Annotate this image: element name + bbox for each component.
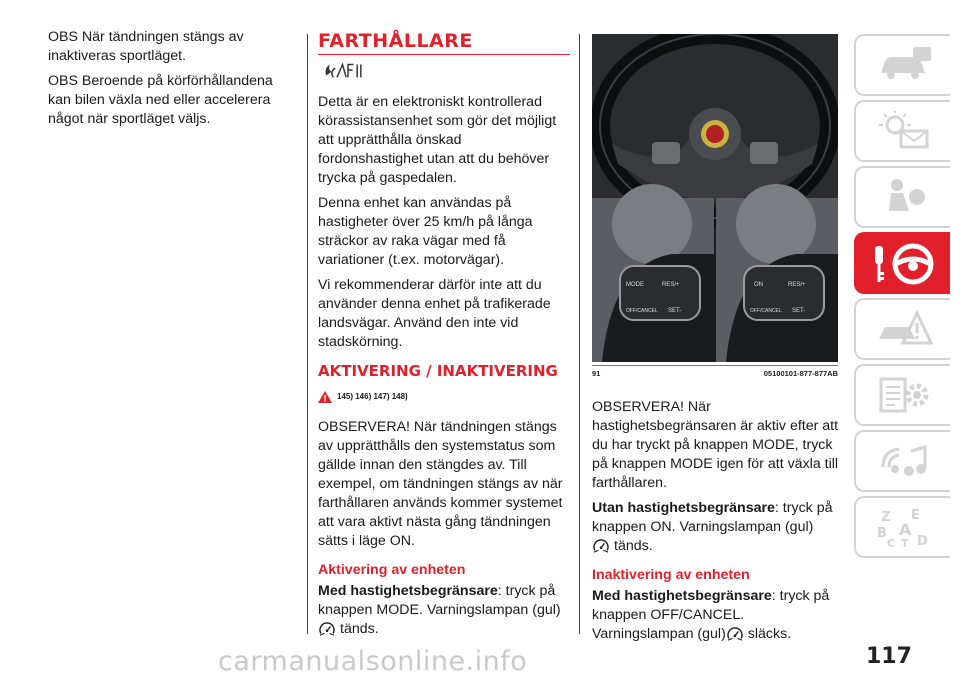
paragraph: Denna enhet kan användas på hastigheter över 25 km/h på långa sträckor av raka vägar med få variationer (t.ex. motorvägar). [318,195,533,268]
photo-button-label: OFF/CANCEL [750,308,782,314]
warning-triangle-icon [318,391,332,403]
paragraph: Vi rekommenderar därför inte att du använder denna enhet på trafikerade landsvägar. Använd den inte vid stadskörning. [318,277,551,350]
paragraph [592,587,844,644]
paragraph: OBSERVERA! När hastighetsbegränsaren är aktiv efter att du har tryckt på knappen MODE, tryck på knappen MODE igen för att växla till farthållaren. [592,399,839,491]
tab-car-dashboard[interactable] [854,34,950,96]
page-number: 117 [866,644,912,669]
figure-caption [592,365,838,378]
steering-wheel-illustration [592,34,838,362]
lamp-status: tänds. [340,621,379,637]
paragraph: OBSERVERA! När tändningen stängs av upprätthålls den systemstatus som gällde innan den stängdes av. Till exempel, om tändningen stängs av när farthållaren används kommer systemet att vara aktivt nästa gång tändningen sätts i läge ON. [318,419,563,549]
tab-emergency[interactable] [854,298,950,360]
photo-button-label: SET- [668,308,682,314]
watermark: carmanualsonline.info [218,646,528,677]
svg-text:B: B [877,526,887,541]
figure-code: 05100101-877-877AB [763,369,838,378]
paragraph [592,499,844,556]
svg-text:T: T [901,537,909,549]
column-left [48,28,298,135]
cruise-control-lamp-icon [726,627,744,641]
tab-lights-messages[interactable] [854,100,950,162]
figure-number: 91 [592,369,601,378]
lamp-status: släcks. [747,626,792,642]
svg-text:A: A [899,520,912,539]
photo-button-label: RES/+ [788,282,806,288]
tab-multimedia[interactable] [854,430,950,492]
svg-text:D: D [917,534,928,549]
section-heading: FARTHÅLLARE [318,30,570,55]
tab-starting-driving[interactable] [854,232,950,294]
tab-safety[interactable] [854,166,950,228]
subsection-heading: AKTIVERING / INAKTIVERING [318,362,558,380]
warning-references [318,387,570,406]
column-divider [307,34,308,634]
car-dashboard-icon [873,45,933,85]
chapter-tabs [854,34,950,562]
paragraph-text: : tryck på knappen OFF/CANCEL. Varningslampan (gul) [592,588,830,642]
bold-term: Utan hastighetsbegränsare [592,500,775,516]
bold-term: Med hastighetsbegränsare [318,583,498,599]
photo-button-label: ON [754,282,763,288]
cruise-control-lamp-icon [592,539,610,553]
seat-airbag-icon [873,177,933,217]
svg-text:Z: Z [881,510,891,525]
warning-numbers: 145) 146) 147) 148) [337,392,408,401]
column-divider [579,34,580,634]
index-letters-icon [873,505,933,549]
paragraph: Detta är en elektroniskt kontrollerad körassistansenhet som gör det möjligt att upprätthålla önskad fordonshastighet utan att du behöver trycka på gaspedalen. [318,94,557,186]
photo-button-label: SET- [792,308,806,314]
column-right [592,398,844,650]
svg-text:E: E [911,508,920,523]
paragraph [318,582,570,639]
paragraph-text: : tryck på knappen ON. Varningslampan (gul) [592,500,833,535]
paragraph: OBS Beroende på körförhållandena kan bilen växla ned eller accelerera något när sportläget väljs. [48,73,273,127]
multimedia-icon [873,441,933,481]
steering-wheel-photo [592,34,838,362]
photo-button-label: OFF/CANCEL [626,308,658,314]
paragraph-text: : tryck på knappen MODE. Varningslampan (gul) [318,583,561,618]
lights-message-icon [873,111,933,151]
column-middle [318,30,570,645]
bold-term: Med hastighetsbegränsare [592,588,772,604]
tab-maintenance[interactable] [854,364,950,426]
deactivation-heading: Inaktivering av enheten [592,567,750,583]
breakdown-warning-icon [873,309,933,349]
svg-text:C: C [887,537,896,549]
tab-index[interactable] [854,496,950,558]
paragraph: OBS När tändningen stängs av inaktiveras sportläget. [48,29,244,64]
photo-button-label: RES/+ [662,282,680,288]
lamp-status: tänds. [614,538,653,554]
key-steering-wheel-icon [865,240,941,286]
cruise-control-lamp-icon [318,622,336,636]
maintenance-gear-icon [873,375,933,415]
photo-button-label: MODE [626,282,644,288]
abarth-scorpion-logo-icon [318,59,378,81]
activation-heading: Aktivering av enheten [318,562,466,578]
